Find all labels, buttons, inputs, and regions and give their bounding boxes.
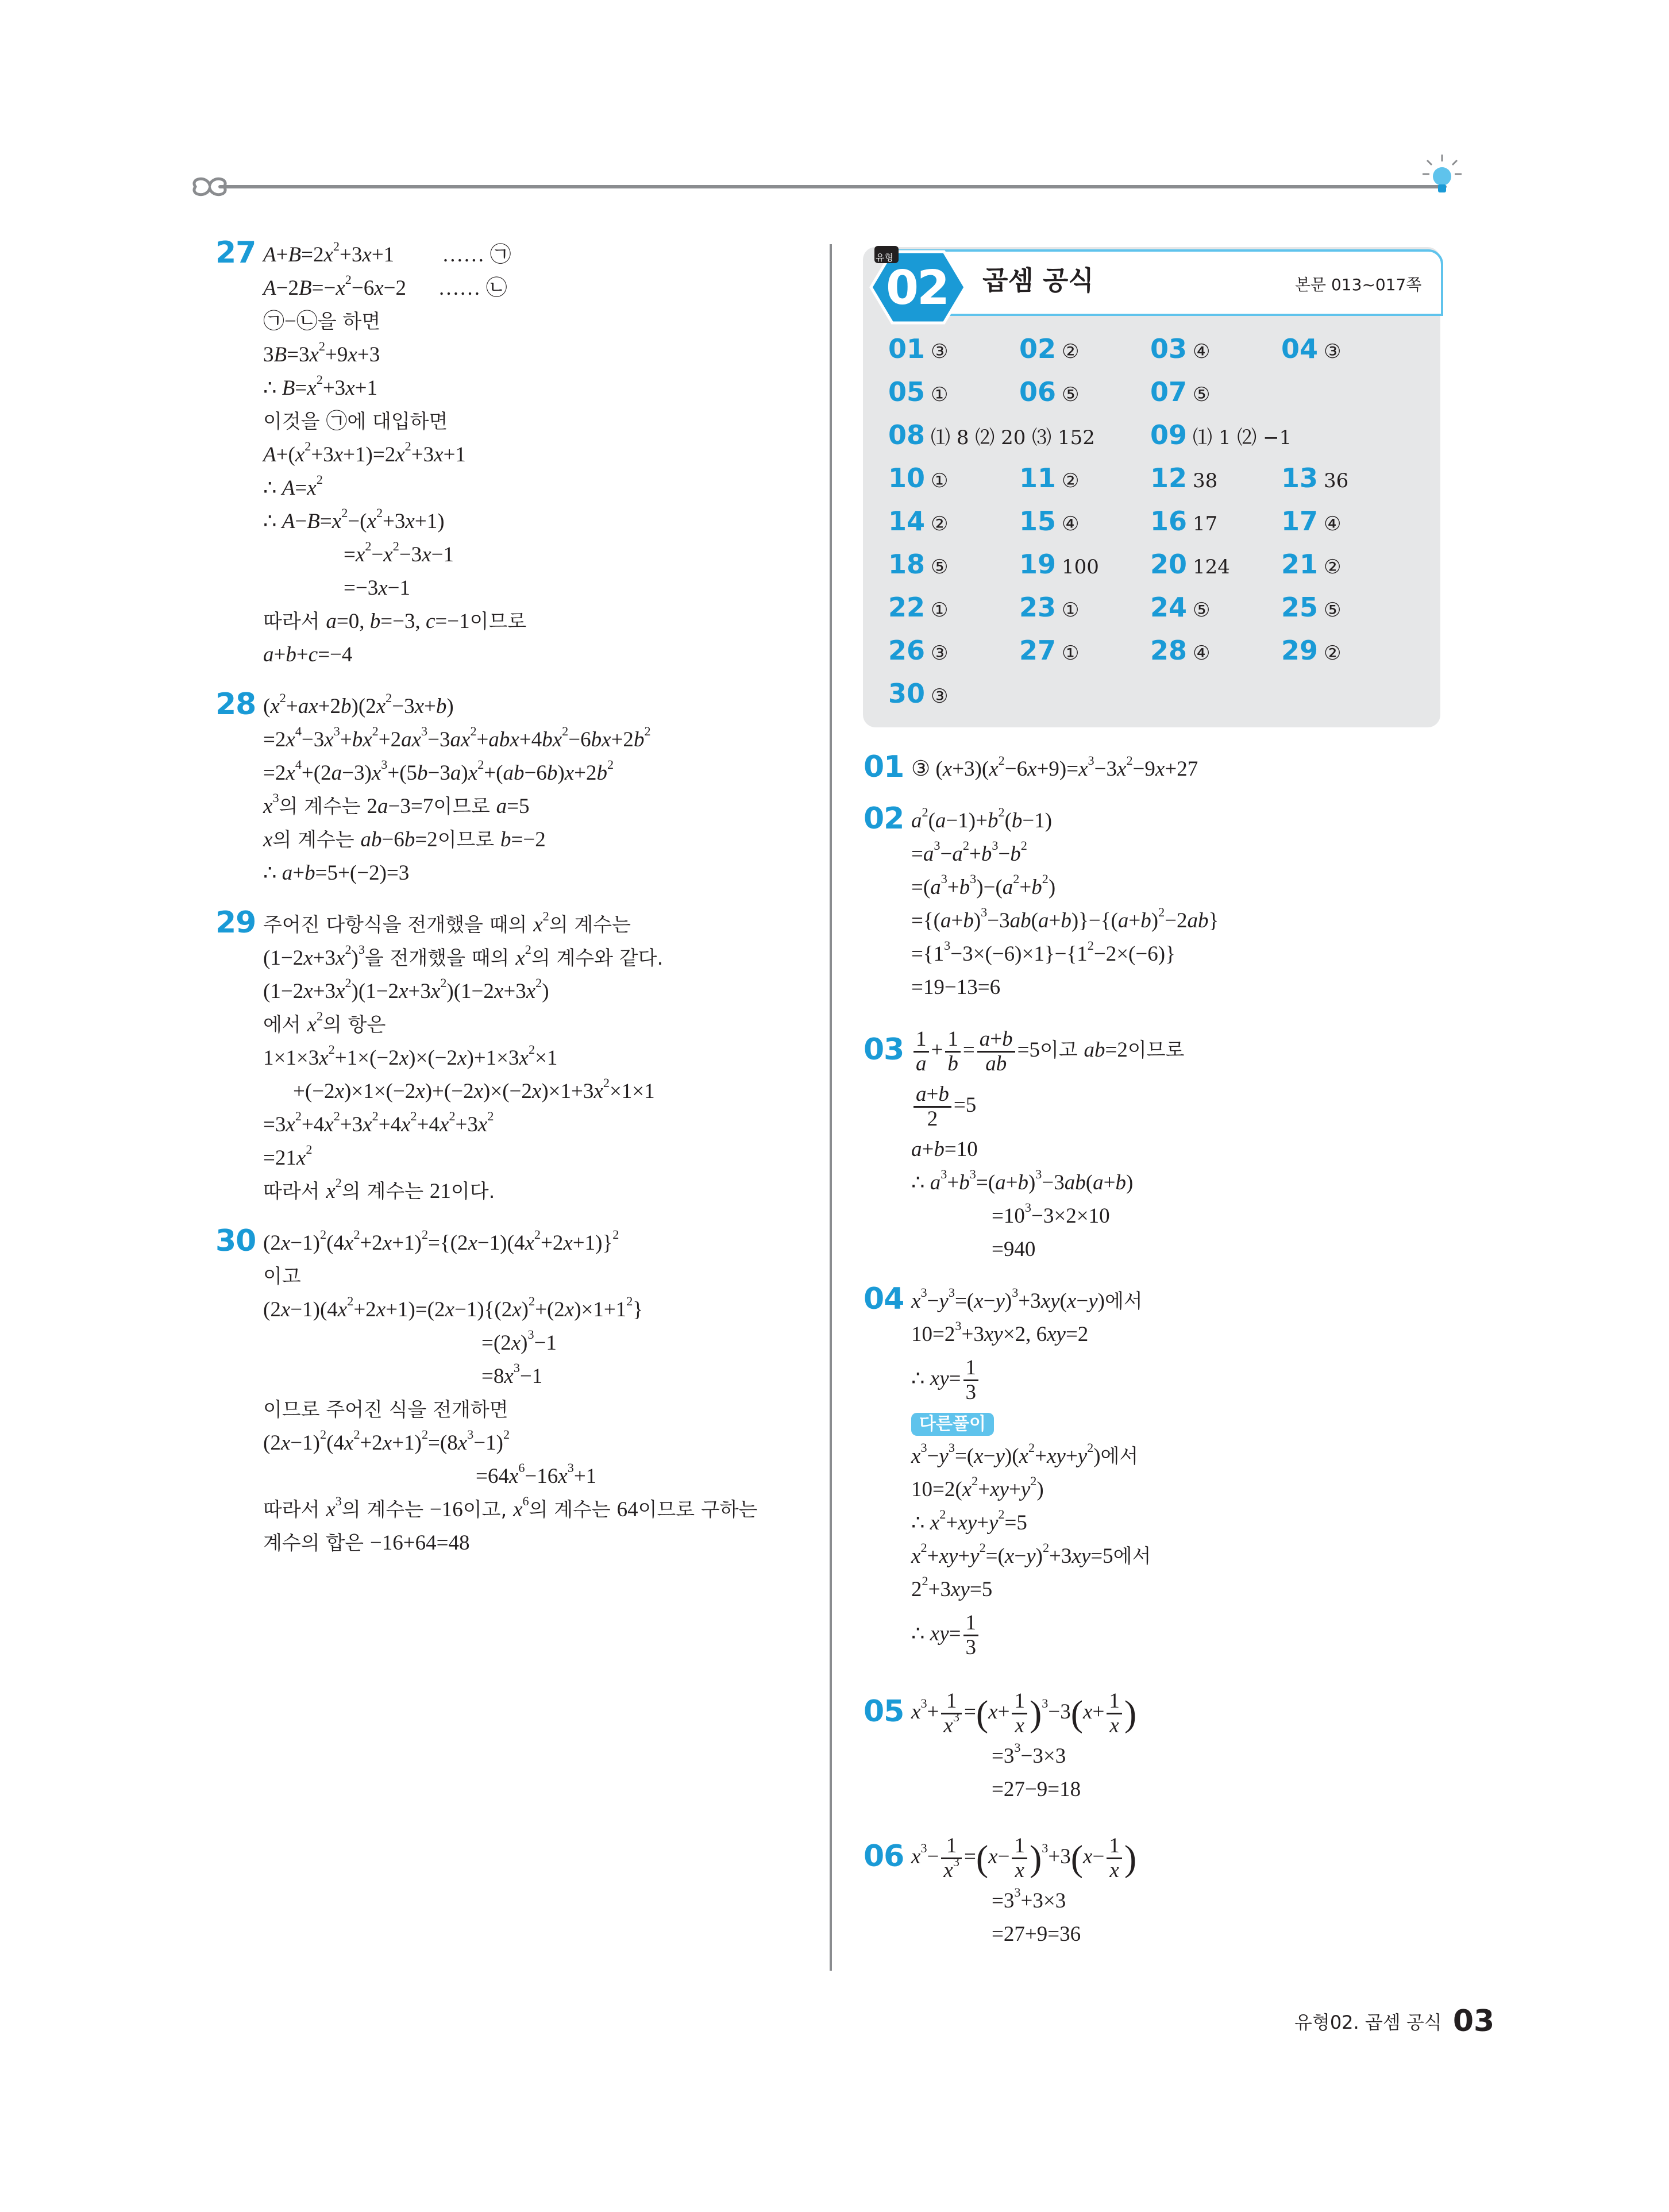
footer-section-title: 유형02. 곱셈 공식 <box>1294 2011 1442 2033</box>
answer-value: ② <box>1062 469 1080 492</box>
solution-06: 06 $x^3-$ $\frac{1}{x^3}$ =(x− $\frac{1}{x}$ )$^3$+3(x− $\frac{1}{x}$ ) $=3^3+3\times 3$ =27+9=36 <box>864 1834 1137 1946</box>
problem-number: 01 <box>864 750 904 784</box>
answer-item <box>1019 463 1080 494</box>
answer-value: ② <box>931 512 949 535</box>
answer-value: ② <box>1324 642 1342 665</box>
solution-30: 30 $(2x-1)^2(4x^2+2x+1)^2=\{(2x-1)(4x^2+2x+1)\}^2$ 이고 $(2x-1)(4x^2+2x+1)=(2x-1)\{(2x)^2+(2x)\times 1+1^2\}$ $=(2x)^3-1$ $=8x^3-1$ 이므로 주어진 식을 전개하면 $(2x-1)^2(4x^2+2x+1)^2=(8x^3-1)^2$ $=64x^6-16x^3+1$ 따라서 $x^3$의 계수는 −16이고, $x^6$의 계수는 64이므로 구하는 계수의 합은 −16+64=48 <box>215 1224 758 1555</box>
answer-number: 27 <box>1019 635 1057 666</box>
answer-item <box>1019 376 1080 407</box>
answer-item <box>1281 506 1342 537</box>
answer-value: ⑤ <box>1324 599 1342 622</box>
answer-row <box>888 549 1428 592</box>
answer-number: 24 <box>1150 592 1188 623</box>
answer-value: ⑴ 1 ⑵ −1 <box>1193 426 1292 449</box>
answer-key-box <box>863 247 1440 727</box>
answer-number: 19 <box>1019 549 1057 580</box>
answer-item <box>1150 333 1211 364</box>
answer-value: ④ <box>1193 642 1211 665</box>
solution-01: 01 ③ $(x+3)(x^2-6x+9)=x^3-3x^2-9x+27$ <box>864 750 1198 784</box>
answer-number: 11 <box>1019 463 1057 494</box>
answer-item <box>1150 376 1211 407</box>
answer-item <box>1281 592 1342 623</box>
solution-05: 05 $x^3+$ $\frac{1}{x^3}$ =(x+ $\frac{1}{x}$ )$^3$−3(x+ $\frac{1}{x}$ ) $=3^3-3\times 3$ =27−9=18 <box>864 1689 1137 1801</box>
answer-number: 23 <box>1019 592 1057 623</box>
answer-number: 01 <box>888 333 926 364</box>
answer-value: ① <box>931 599 949 622</box>
answer-item <box>888 506 949 537</box>
answer-value: ① <box>1062 642 1080 665</box>
answer-value: ③ <box>931 340 949 363</box>
answer-item <box>1281 463 1348 494</box>
solution-29: 29 주어진 다항식을 전개했을 때의 $x^2$의 계수는 $(1-2x+3x^2)^3$을 전개했을 때의 $x^2$의 계수와 같다. $(1-2x+3x^2)(1-2x+3x^2)(1-2x+3x^2)$ 에서 $x^2$의 항은 $1\times 1\times 3x^2+1\times(-2x)\times(-2x)+1\times 3x^2\times 1$ $+(-2x)\times 1\times(-2x)+(-2x)\times(-2x)\times 1+3x^2\times 1\times 1$ $=3x^2+4x^2+3x^2+4x^2+4x^2+3x^2$ $=21x^2$ 따라서 $x^2$의 계수는 21이다. <box>215 905 664 1203</box>
type-title: 곱셈 공식 <box>982 265 1094 296</box>
answer-item <box>1019 635 1080 666</box>
answer-row <box>888 376 1428 419</box>
answer-value: ④ <box>1193 340 1211 363</box>
answer-value: ⑤ <box>1062 383 1080 406</box>
problem-number: 03 <box>864 1032 904 1067</box>
answer-item <box>1281 333 1342 364</box>
answer-item <box>888 333 949 364</box>
answer-row <box>888 678 1428 721</box>
answer-item <box>888 463 949 494</box>
answer-item <box>1150 635 1211 666</box>
answer-number: 17 <box>1281 506 1319 537</box>
answer-number: 06 <box>1019 376 1057 407</box>
answer-number: 08 <box>888 419 926 450</box>
answer-value: ⑴ 8 ⑵ 20 ⑶ 152 <box>931 426 1095 449</box>
problem-number: 29 <box>215 905 256 940</box>
answer-item <box>888 592 949 623</box>
answer-number: 20 <box>1150 549 1188 580</box>
solution-28: 28 $(x^2+ax+2b)(2x^2-3x+b)$ $=2x^4-3x^3+bx^2+2ax^3-3ax^2+abx+4bx^2-6bx+2b^2$ $=2x^4+(2a-3)x^3+(5b-3a)x^2+(ab-6b)x+2b^2$ $x^3$의 계수는 2a−3=7이므로 a=5 x의 계수는 ab−6b=2이므로 b=−2 ∴ a+b=5+(−2)=3 <box>215 687 651 885</box>
answer-number: 02 <box>1019 333 1057 364</box>
answer-item <box>1281 549 1342 580</box>
answer-number: 22 <box>888 592 926 623</box>
top-rule <box>218 185 1447 188</box>
problem-number: 06 <box>864 1839 904 1874</box>
problem-number: 28 <box>215 687 256 722</box>
answer-number: 25 <box>1281 592 1319 623</box>
answer-number: 15 <box>1019 506 1057 537</box>
right-column <box>864 750 1467 1970</box>
answer-number: 05 <box>888 376 926 407</box>
answer-item <box>888 419 1095 450</box>
answer-number: 10 <box>888 463 926 494</box>
answer-value: 17 <box>1193 512 1218 535</box>
answer-item <box>1150 549 1230 580</box>
answer-item <box>1281 635 1342 666</box>
answer-value: 36 <box>1324 469 1349 492</box>
page-number: 03 <box>1452 2004 1495 2038</box>
page-reference: 본문 013~017쪽 <box>1295 275 1422 294</box>
answer-item <box>888 376 949 407</box>
answer-number: 28 <box>1150 635 1188 666</box>
answer-number: 21 <box>1281 549 1319 580</box>
problem-number: 30 <box>215 1224 256 1258</box>
answer-item <box>1150 463 1217 494</box>
answer-item <box>1150 592 1211 623</box>
answer-row <box>888 592 1428 635</box>
answer-number: 30 <box>888 678 926 709</box>
solution-27: 27 $A+B=2x^2+3x+1$ …… ㉠ $A-2B=-x^2-6x-2$ …… ㉡ ㉠−㉡을 하면 $3B=3x^2+9x+3$ ∴ $B=x^2+3x+1$ 이것을 ㉠에 대입하면 $A+(x^2+3x+1)=2x^2+3x+1$ ∴ $A=x^2$ ∴ $A-B=x^2-(x^2+3x+1)$ $=x^2-x^2-3x-1$ =−3x−1 따라서 a=0, b=−3, c=−1이므로 a+b+c=−4 <box>215 236 527 666</box>
answer-value: ③ <box>931 642 949 665</box>
problem-number: 27 <box>215 236 256 270</box>
type-number: 02 <box>886 261 949 315</box>
alt-solution-tag: 다른풀이 <box>911 1413 994 1436</box>
answer-grid <box>888 333 1428 721</box>
solution-03: 03 $\frac{1}{a}$ + $\frac{1}{b}$ = $\frac{a+b}{ab}$ =5이고 ab=2이므로 $\frac{a+b}{2}$ =5 a+b=10 ∴ $a^3+b^3=(a+b)^3-3ab(a+b)$ $=10^3-3\times 2\times 10$ =940 <box>864 1027 1185 1261</box>
answer-item <box>1150 419 1292 450</box>
answer-value: ② <box>1324 556 1342 579</box>
answer-value: ⑤ <box>1193 599 1211 622</box>
answer-row <box>888 333 1428 376</box>
answer-number: 14 <box>888 506 926 537</box>
answer-number: 26 <box>888 635 926 666</box>
answer-number: 03 <box>1150 333 1188 364</box>
answer-number: 16 <box>1150 506 1188 537</box>
answer-number: 29 <box>1281 635 1319 666</box>
answer-number: 07 <box>1150 376 1188 407</box>
answer-row <box>888 506 1428 549</box>
answer-number: 18 <box>888 549 926 580</box>
answer-value: ④ <box>1062 512 1080 535</box>
answer-number: 13 <box>1281 463 1319 494</box>
ribbon-knot-icon <box>190 172 236 201</box>
answer-row <box>888 635 1428 678</box>
answer-row <box>888 419 1428 463</box>
page-footer <box>1294 2004 1494 2038</box>
answer-item <box>1150 506 1217 537</box>
answer-item <box>1019 592 1080 623</box>
answer-value: ⑤ <box>931 556 949 579</box>
answer-value: ① <box>1062 599 1080 622</box>
lightbulb-icon <box>1419 152 1465 198</box>
answer-value: ② <box>1062 340 1080 363</box>
answer-value: ⑤ <box>1193 383 1211 406</box>
answer-value: 100 <box>1062 556 1099 579</box>
problem-number: 05 <box>864 1694 904 1729</box>
problem-number: 04 <box>864 1282 904 1316</box>
answer-value: ④ <box>1324 512 1342 535</box>
answer-value: ① <box>931 383 949 406</box>
answer-item <box>1019 549 1099 580</box>
type-small-label: 유형 <box>876 252 893 263</box>
answer-item <box>888 549 949 580</box>
answer-item <box>1019 333 1080 364</box>
answer-value: 124 <box>1193 556 1230 579</box>
answer-value: ① <box>931 469 949 492</box>
answer-number: 04 <box>1281 333 1319 364</box>
solution-04: 04 $x^3-y^3=(x-y)^3+3xy(x-y)$에서 $10=2^3+3xy\times 2$, 6xy=2 ∴ xy= $\frac{1}{3}$ 다른풀이 $x^3-y^3=(x-y)(x^2+xy+y^2)$에서 $10=2(x^2+xy+y^2)$ ∴ $x^2+xy+y^2=5$ $x^2+xy+y^2=(x-y)^2+3xy=5$에서 $2^2+3xy=5$ ∴ xy= $\frac{1}{3}$ <box>864 1282 1151 1660</box>
left-column <box>215 238 819 1578</box>
answer-item <box>1019 506 1080 537</box>
answer-key-header <box>863 247 1440 315</box>
answer-number: 12 <box>1150 463 1188 494</box>
answer-number: 09 <box>1150 419 1188 450</box>
answer-item <box>888 678 949 709</box>
answer-row <box>888 463 1428 506</box>
solution-02: 02 $a^2(a-1)+b^2(b-1)$ $=a^3-a^2+b^3-b^2$ $=(a^3+b^3)-(a^2+b^2)$ $=\{(a+b)^3-3ab(a+b)\}-\{(a+b)^2-2ab\}$ $=\{1^3-3\times(-6)\times 1\}-\{1^2-2\times(-6)\}$ =19−13=6 <box>864 801 1219 999</box>
answer-value: 38 <box>1193 469 1218 492</box>
column-divider <box>830 244 832 1971</box>
problem-number: 02 <box>864 801 904 836</box>
answer-value: ③ <box>931 685 949 708</box>
answer-item <box>888 635 949 666</box>
answer-value: ③ <box>1324 340 1342 363</box>
